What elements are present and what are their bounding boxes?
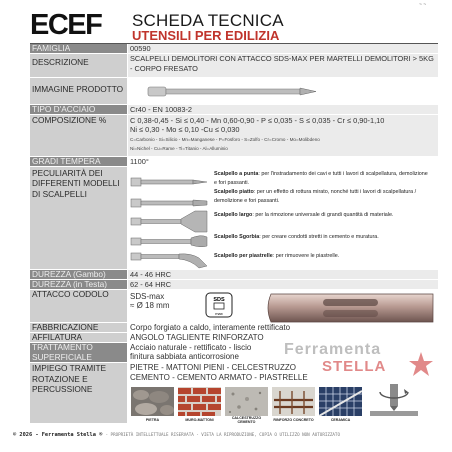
page-title: SCHEDA TECNICA xyxy=(132,11,284,30)
svg-text:SDS: SDS xyxy=(213,297,225,303)
material-label-brick: MURO-MATTONI xyxy=(185,418,214,422)
label-durezza-testa: DUREZZA (in Testa) xyxy=(30,280,127,290)
treatment-line-2: finitura sabbiata anticorrosione xyxy=(130,352,239,362)
composition-legend-2: Ni=Nichel - Cu=Rame - Ti=Titanio - Al=Alluminio xyxy=(130,145,228,151)
label-peculiarita: PECULIARITÀ DEI DIFFERENTI MODELLI DI SCALPELLI xyxy=(30,167,127,270)
chisel-product-image xyxy=(130,78,438,105)
page-subtitle: UTENSILI PER EDILIZIA xyxy=(132,28,280,43)
chisel-desc-flat: Scalpello piatto: per un effetto di rottura mirato, nonché tutti i lavori di scalpellatura / demolizione e fori passanti. xyxy=(214,189,417,204)
star-icon xyxy=(408,351,434,377)
material-label-stone: PIETRA xyxy=(145,418,160,422)
value-gradi-tempera: 1100° xyxy=(128,157,438,167)
label-durezza-gambo: DUREZZA (Gambo) xyxy=(30,270,127,280)
watermark-stella: STELLA xyxy=(322,358,387,375)
treatment-line-1: Acciaio naturale - rettificato - liscio xyxy=(130,343,252,352)
tile-chisel-image xyxy=(129,244,209,272)
brick-wall-image xyxy=(178,387,221,416)
value-durezza-testa: 62 - 64 HRC xyxy=(128,280,438,290)
watermark-ferramenta: Ferramenta xyxy=(284,341,382,358)
value-composizione xyxy=(128,115,438,157)
composition-legend-1: C=Carbonio - Si=Silicio - Mn=Manganese - P=Fosforo - S=Zolfo - Cr=Cromo - Mo=Molibdeno xyxy=(130,136,320,142)
value-famiglia: 00590 xyxy=(128,44,438,54)
shank-type: SDS-max xyxy=(130,292,165,301)
ecef-logo xyxy=(30,11,125,37)
footer-copyright: © 2026 - Ferramenta Stella ® xyxy=(13,432,103,438)
label-gradi-tempera: GRADI TEMPERA xyxy=(30,157,127,167)
label-impiego: IMPIEGO TRAMITE ROTAZIONE E PERCUSSIONE xyxy=(30,363,127,424)
reinforced-concrete-image xyxy=(272,387,315,416)
sds-max-badge xyxy=(205,292,233,318)
ceramic-tiles-image xyxy=(319,387,362,416)
corner-mark: ~ ~ xyxy=(419,2,427,8)
label-tipo-acciaio: TIPO D'ACCIAIO xyxy=(30,105,127,115)
usage-line-1: PIETRE - MATTONI PIENI - CELCESTRUZZO xyxy=(130,363,296,372)
value-durezza-gambo: 44 - 46 HRC xyxy=(128,270,438,280)
svg-text:ECEF: ECEF xyxy=(30,11,102,37)
footer xyxy=(13,432,443,438)
label-affilatura: AFFILATURA xyxy=(30,333,127,343)
value-affilatura: ANGOLO TAGLIENTE RINFORZATO xyxy=(128,333,438,343)
value-descrizione: SCALPELLI DEMOLITORI CON ATTACCO SDS-MAX PER MARTELLI DEMOLITORI > 5KG - CORPO FRESATO xyxy=(128,54,438,78)
usage-line-2: CEMENTO - CEMENTO ARMATO - PIASTRELLE xyxy=(130,372,308,382)
label-trattamento: TRATTAMENTO SUPERFICIALE xyxy=(30,343,127,363)
value-tipo-acciaio: Cr40 - EN 10083-2 xyxy=(128,105,438,115)
label-immagine: IMMAGINE PRODOTTO xyxy=(30,78,127,105)
concrete-image xyxy=(225,387,268,416)
value-trattamento xyxy=(128,343,438,363)
material-label-ceramic: CERAMICA xyxy=(330,418,351,422)
material-label-reinforced: RINFORZO CONCRETO xyxy=(273,418,314,422)
composition-line-2: Ni ≤ 0,30 - Mo ≤ 0,10 -Cu ≤ 0,030 xyxy=(130,125,240,135)
shank-diameter: ≈ Ø 18 mm xyxy=(130,301,170,311)
material-label-concrete: CALCESTRUZZO CEMENTO xyxy=(231,416,262,425)
label-attacco-codolo: ATTACCO CODOLO xyxy=(30,290,127,323)
value-fabbricazione: Corpo forgiato a caldo, interamente rettificato xyxy=(128,323,438,333)
chisel-desc-pointed: Scalpello a punta: per l'instradamento dei cavi e tutti i lavori di scalpellatura, demolizione e fori passanti. xyxy=(214,171,428,186)
label-famiglia: FAMIGLIA xyxy=(30,44,127,54)
rotation-percussion-icon xyxy=(368,380,420,420)
stone-material-image xyxy=(131,387,174,416)
composition-line-1: C 0,38-0,45 - Si ≤ 0,40 - Mn 0,60-0,90 - P ≤ 0,035 - S ≤ 0,035 - Cr ≤ 0,90-1,10 xyxy=(130,116,385,125)
footer-notice: - PROPRIETÀ INTELLETTUALE RISERVATA - VIETA LA RIPRODUZIONE, COPIA O UTILIZZO NON AUTORIZZATO xyxy=(105,432,340,437)
product-image-cell xyxy=(128,78,438,105)
label-descrizione: DESCRIZIONE xyxy=(30,54,127,78)
label-composizione: COMPOSIZIONE % xyxy=(30,115,127,157)
sds-shank-image xyxy=(263,288,438,328)
label-fabbricazione: FABBRICAZIONE xyxy=(30,323,127,333)
chisel-desc-tile: Scalpello per piastrelle: per rimuovere le piastrelle. xyxy=(214,253,340,259)
chisel-desc-wide: Scalpello largo: per la rimozione universale di grandi quantità di materiale. xyxy=(214,212,394,218)
svg-text:max: max xyxy=(215,311,223,316)
chisel-desc-gouge: Scalpello Sgorbia: per creare condotti stretti in cemento e muratura. xyxy=(214,234,379,240)
